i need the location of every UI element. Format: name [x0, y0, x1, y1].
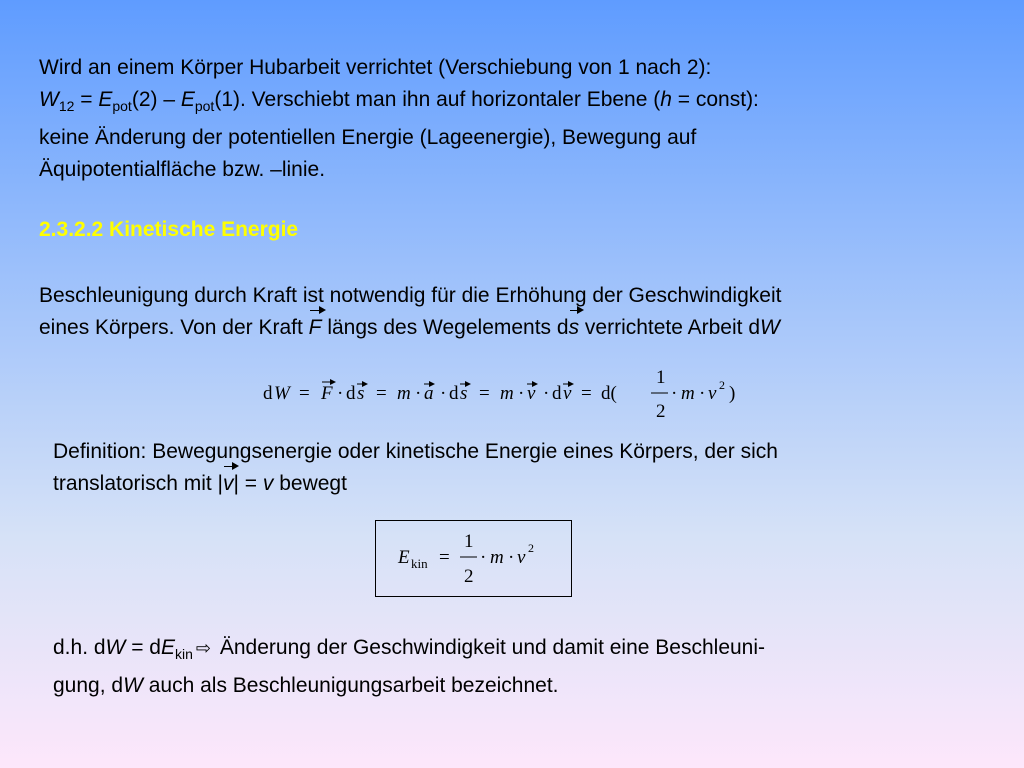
displacement-vector: s [569, 312, 580, 344]
formula-close: ) [729, 383, 736, 404]
kin-subscript: kin [411, 556, 428, 571]
pot-subscript-1: pot [112, 98, 132, 114]
height-symbol: h [660, 88, 672, 111]
conclusion-W-2: W [123, 674, 143, 697]
equals-text: = [74, 88, 99, 111]
section-heading: 2.3.2.2 Kinetische Energie [39, 218, 299, 241]
conclusion-text-d: auch als Beschleunigungsarbeit bezeichnet. [142, 674, 559, 697]
kin-E: E [398, 547, 410, 568]
intro-line-3: keine Änderung der potentiellen Energie (Lageenergie), Bewegung auf [39, 126, 697, 149]
formula-d1: d [263, 383, 273, 404]
formula-d3: d [449, 383, 459, 404]
formula-v1: v [527, 383, 536, 404]
definition-paragraph [53, 436, 778, 500]
intro-line-4: Äquipotentialfläche bzw. –linie. [39, 158, 326, 181]
formula-d2: d [346, 383, 356, 404]
implies-arrow-icon: ⇨ [195, 638, 212, 658]
formula-m2: m [500, 383, 514, 404]
formula-v3: v [708, 383, 717, 404]
kin-den: 2 [464, 566, 474, 587]
formula-eq4: = [581, 383, 592, 404]
conclusion-line-2 [53, 670, 765, 702]
conclusion-W: W [105, 636, 126, 659]
formula-m3: m [681, 383, 695, 404]
formula-dot6: · [671, 383, 678, 404]
force-vector: F [309, 312, 322, 344]
force-paragraph [39, 280, 781, 344]
formula-a: a [424, 383, 434, 404]
definition-text-b: | = [233, 472, 263, 495]
kinetic-energy-formula [376, 521, 571, 596]
formula-v2: v [563, 383, 572, 404]
kin-exp: 2 [528, 541, 534, 555]
conclusion-text-c: gung, d [53, 674, 124, 697]
formula-dot3: · [440, 383, 447, 404]
definition-text-c: bewegt [273, 472, 347, 495]
work-formula [263, 365, 763, 425]
conclusion-paragraph [53, 632, 765, 702]
kin-v: v [517, 547, 526, 568]
formula-eq2: = [376, 383, 387, 404]
conclusion-kin-subscript: kin [175, 646, 193, 662]
formula-dot2: · [415, 383, 422, 404]
conclusion-line-1 [53, 632, 765, 670]
intro-line-1: Wird an einem Körper Hubarbeit verrichtet (Verschiebung von 1 nach 2): [39, 56, 712, 79]
formula-eq3: = [479, 383, 490, 404]
formula-eq1: = [299, 383, 310, 404]
kin-eq: = [439, 547, 450, 568]
conclusion-E: E [161, 636, 176, 659]
velocity-symbol: v [262, 472, 274, 495]
kin-dot2: · [508, 547, 515, 568]
kin-dot1: · [480, 547, 487, 568]
formula-m1: m [397, 383, 411, 404]
work-symbol: W [39, 88, 59, 111]
formula-exp: 2 [719, 378, 725, 392]
conclusion-eq: = d [125, 636, 161, 659]
definition-text-a: translatorisch mit | [53, 472, 223, 495]
force-line-1: Beschleunigung durch Kraft ist notwendig für die Erhöhung der Geschwindigkeit [39, 284, 782, 307]
formula-dot1: · [337, 383, 344, 404]
kin-m: m [490, 547, 504, 568]
work-subscript: 12 [58, 98, 75, 114]
formula-den: 2 [656, 401, 666, 422]
formula-dot5: · [543, 383, 550, 404]
formula-d5: d( [601, 383, 617, 404]
formula-d4: d [552, 383, 562, 404]
conclusion-text-b: Änderung der Geschwindigkeit und damit eine Beschleuni- [214, 636, 766, 659]
formula-F: F [321, 383, 333, 404]
force-text-a: eines Körpers. Von der Kraft [39, 316, 309, 339]
intro-mid-text: (2) – [131, 88, 181, 111]
kinetic-energy-formula-box [375, 520, 572, 597]
pot-subscript-2: pot [194, 98, 215, 114]
intro-after-text: (1). Verschiebt man ihn auf horizontaler Ebene ( [214, 88, 661, 111]
force-text-c: verrichtete Arbeit d [579, 316, 760, 339]
velocity-vector: v [223, 468, 234, 500]
intro-end-text: = const): [671, 88, 759, 111]
work-symbol-2: W [760, 316, 780, 339]
force-text-b: längs des Wegelements d [321, 316, 569, 339]
definition-line-1: Definition: Bewegungsenergie oder kinetische Energie eines Körpers, der sich [53, 440, 778, 463]
formula-s2: s [460, 383, 468, 404]
definition-line-2 [53, 468, 778, 500]
formula-s1: s [357, 383, 365, 404]
energy-symbol-2: E [180, 88, 195, 111]
formula-num: 1 [656, 367, 666, 388]
force-line-2 [39, 312, 781, 344]
formula-dot7: · [699, 383, 706, 404]
intro-paragraph [39, 52, 759, 186]
conclusion-text-a: d.h. d [53, 636, 106, 659]
formula-W: W [274, 383, 290, 404]
intro-line-2 [39, 84, 759, 122]
formula-dot4: · [518, 383, 525, 404]
energy-symbol-1: E [98, 88, 113, 111]
kin-num: 1 [464, 531, 474, 552]
